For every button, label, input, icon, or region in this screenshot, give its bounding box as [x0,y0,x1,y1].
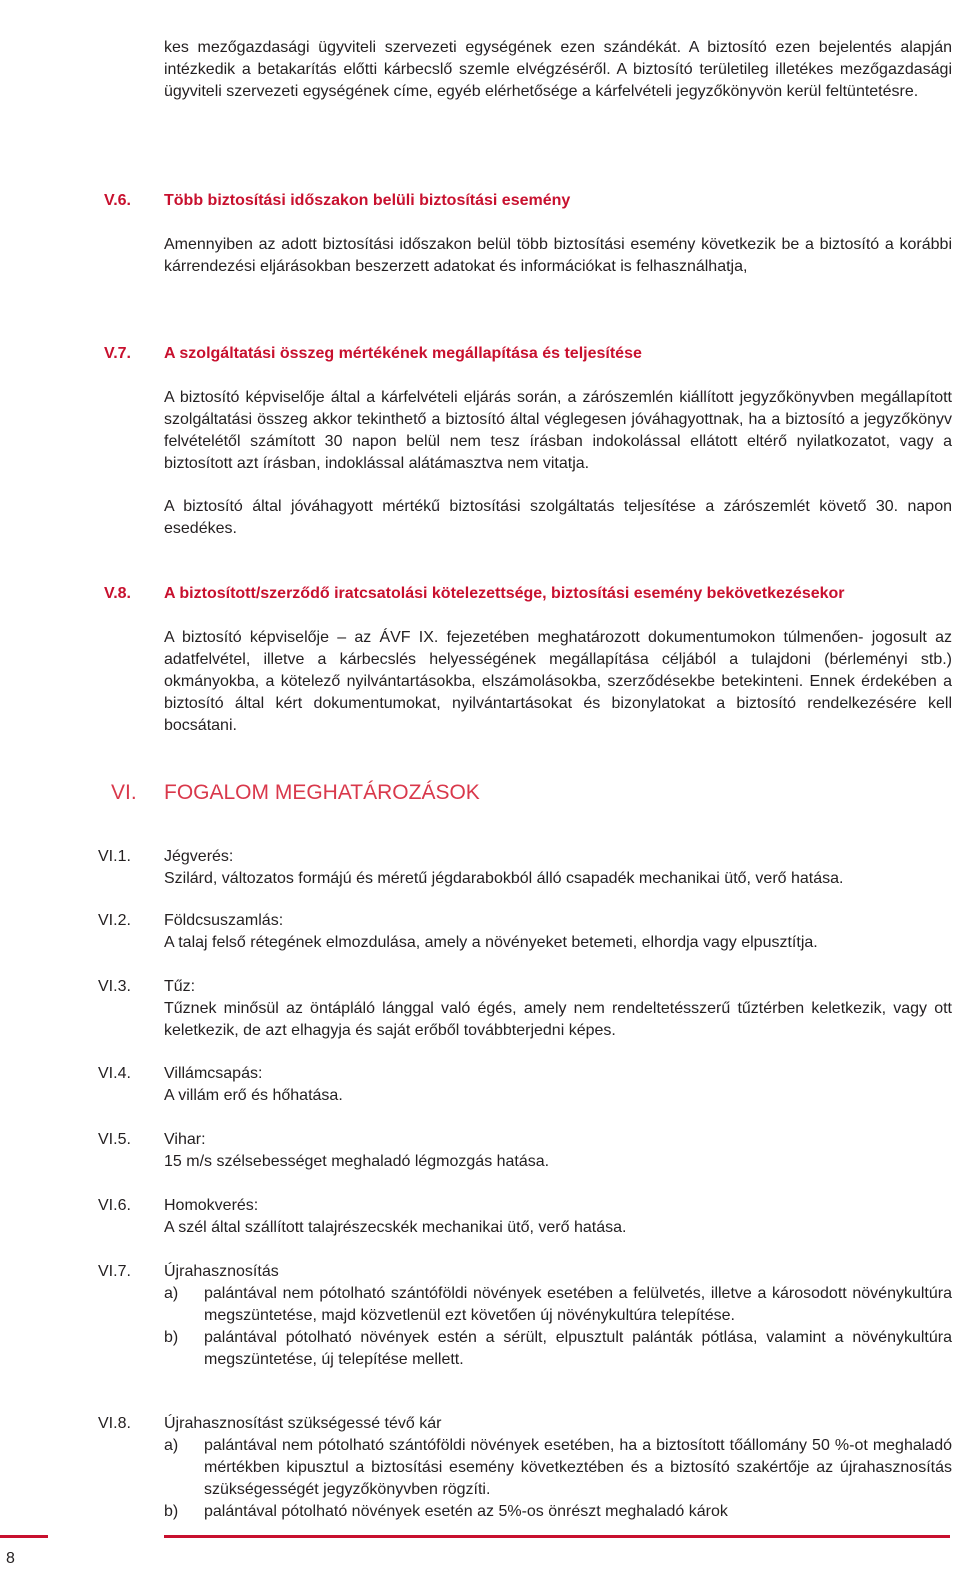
definition-term: Tűz: [164,978,196,995]
chapter-number: VI. [111,781,137,804]
section-number: V.8. [104,585,131,602]
definition-item [164,1261,952,1371]
definition-text: Szilárd, változatos formájú és méretű jégdarabokból álló csapadék mechanikai ütő, verő hatása. [164,870,844,887]
definition-item [164,1413,952,1523]
chapter-title: FOGALOM MEGHATÁROZÁSOK [164,781,480,804]
section-paragraph: Amennyiben az adott biztosítási időszakon belül több biztosítási esemény következik be a biztosító a korábbi kárrendezési eljárásokban beszerzett adatokat és információkat is felhasználhatja, [164,236,952,275]
subitem-text: palántával nem pótolható szántóföldi növények esetében, ha a biztosított tőállomány 50 %-ot meghaladó mértékben kipusztul a biztosítási esemény következtében és a biztosító szakértője az újrahasznosítás szükségességét jegyzőkönyvben rögzíti. [204,1437,952,1498]
definition-item [164,1195,952,1239]
definition-item [164,976,952,1042]
definition-number: VI.4. [98,1065,131,1082]
definition-text: A szél által szállított talajrészecskék mechanikai ütő, verő hatása. [164,1219,627,1236]
definition-number: VI.7. [98,1263,131,1280]
page-number: 8 [6,1550,15,1567]
definition-number: VI.6. [98,1197,131,1214]
definition-term: Villámcsapás: [164,1065,263,1082]
definition-number: VI.1. [98,848,131,865]
intro-paragraph: kes mezőgazdasági ügyviteli szervezeti egységének ezen szándékát. A biztosító ezen bejelentés alapján intézkedik a betakarítás előtti kárbecslő szemle elvégzéséről. A biztosító területileg illetékes mezőgazdasági ügyviteli szervezeti egységének címe, egyéb elérhetősége a kárfelvételi jegyzőkönyvön kerül feltüntetésre. [164,39,952,100]
subitem-text: palántával nem pótolható szántóföldi növények esetében a felülvetés, illetve a károsodott növénykultúra megszüntetése, majd közvetlenül ezt követően új növénykultúra telepítése. [204,1285,952,1324]
section-title: A szolgáltatási összeg mértékének megállapítása és teljesítése [164,345,642,362]
definition-term: Homokverés: [164,1197,259,1214]
definition-text: A villám erő és hőhatása. [164,1087,343,1104]
definition-item [164,846,952,890]
definition-term: Földcsuszamlás: [164,912,284,929]
section-title: A biztosított/szerződő iratcsatolási kötelezettsége, biztosítási esemény bekövetkezésekor [164,585,845,602]
section-number: V.6. [104,192,131,209]
definition-item [164,1129,952,1173]
definition-number: VI.2. [98,912,131,929]
section-paragraph: A biztosító képviselője – az ÁVF IX. fejezetében meghatározott dokumentumokon túlmenően- jogosult az adatfelvétel, illetve a kárbecslés helyességének megállapítása céljából a tulajdoni (bérleményi stb.) okmányokba, a kötelező nyilvántartásokba, elszámolásokba, szerződésekbe betekinteni. Ennek érdekében a biztosító által kért dokumentumokat, nyilvántartásokat és bizonylatokat a biztosító rendelkezésére kell bocsátani. [164,629,952,734]
definition-text: A talaj felső rétegének elmozdulása, amely a növényeket betemeti, elhordja vagy elpusztítja. [164,934,818,951]
subitem-marker: a) [164,1285,179,1302]
section-number: V.7. [104,345,131,362]
definition-term: Jégverés: [164,848,234,865]
section-paragraph: A biztosító képviselője által a kárfelvételi eljárás során, a zárószemlén kiállított jegyzőkönyvben megállapított szolgáltatási összeg akkor tekinthető a biztosító által véglegesen jóváhagyottnak, ha a biztosító a jegyzőkönyv felvételétől számított 30 napon belül nem tesz írásban indokolással ellátott eltérő nyilatkozatot, vagy a biztosított azt írásban, indoklással alátámasztva nem vitatja. [164,389,952,472]
definition-subitem [164,1501,952,1523]
definition-text: Tűznek minősül az öntápláló lánggal való égés, amely nem rendeltetésszerű tűztérben keletkezik, vagy ott keletkezik, de azt elhagyja és saját erőből továbbterjedni képes. [164,1000,952,1039]
subitem-marker: a) [164,1437,179,1454]
footer-rule-left [0,1535,48,1538]
definition-item [164,910,952,954]
subitem-text: palántával pótolható növények estén a sérült, elpusztult palánták pótlása, valamint a növénykultúra megszüntetése, új telepítése mellett. [204,1329,952,1368]
definition-term: Újrahasznosítás [164,1263,279,1280]
definition-item [164,1063,952,1107]
definition-number: VI.3. [98,978,131,995]
definition-term: Vihar: [164,1131,206,1148]
definition-term: Újrahasznosítást szükségessé tévő kár [164,1415,442,1432]
definition-number: VI.5. [98,1131,131,1148]
section-title: Több biztosítási időszakon belüli biztosítási esemény [164,192,571,209]
definition-subitem [164,1283,952,1327]
definition-subitem [164,1435,952,1501]
definition-subitem [164,1327,952,1371]
section-paragraph: A biztosító által jóváhagyott mértékű biztosítási szolgáltatás teljesítése a zárószemlét követő 30. napon esedékes. [164,498,952,537]
definition-number: VI.8. [98,1415,131,1432]
subitem-text: palántával pótolható növények esetén az 5%-os önrészt meghaladó károk [204,1503,728,1520]
subitem-marker: b) [164,1329,179,1346]
footer-rule [164,1535,950,1538]
subitem-marker: b) [164,1503,179,1520]
definition-text: 15 m/s szélsebességet meghaladó légmozgás hatása. [164,1153,550,1170]
